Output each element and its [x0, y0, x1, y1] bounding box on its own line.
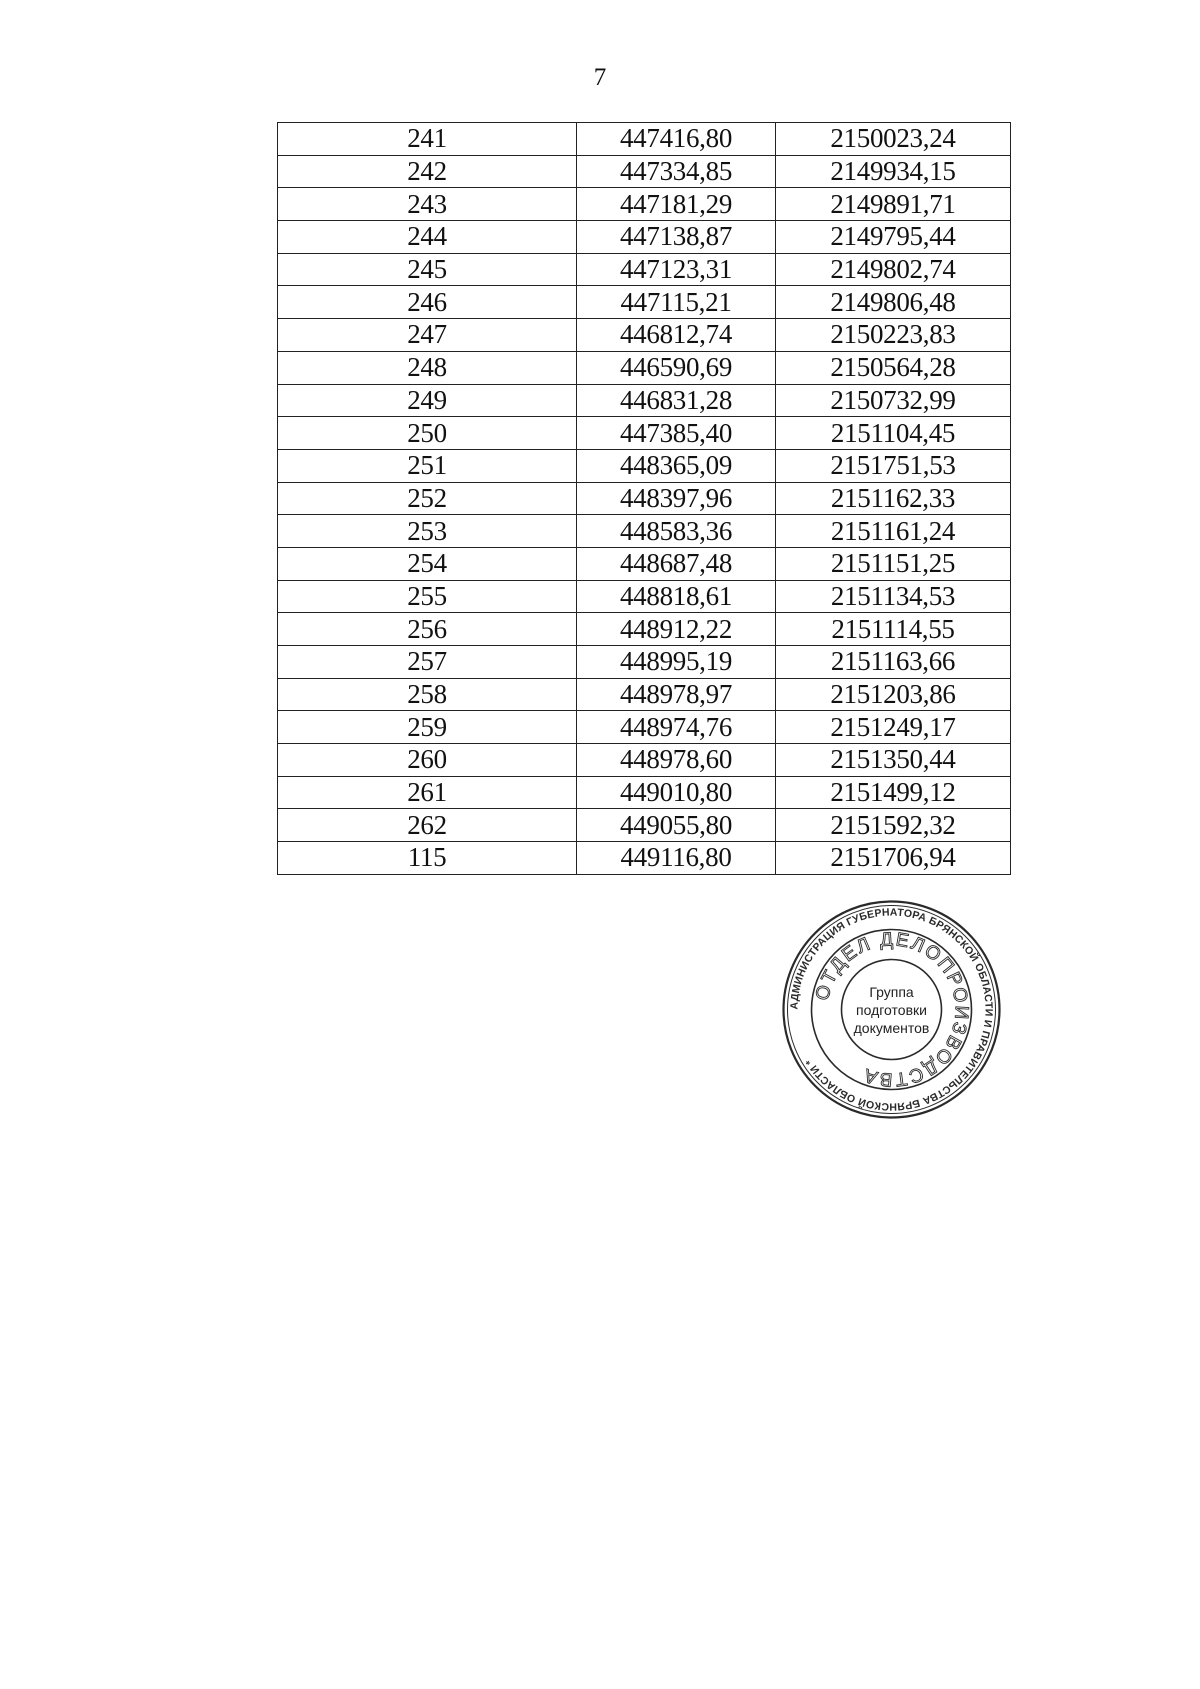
table-row: [278, 188, 1011, 221]
table-row: [278, 515, 1011, 548]
y-coordinate-cell: 2151350,44: [776, 744, 1011, 777]
x-coordinate-cell: 446590,69: [577, 351, 776, 384]
x-coordinate-cell: 446812,74: [577, 319, 776, 352]
stamp-center-line-3: документов: [853, 1020, 930, 1036]
y-coordinate-cell: 2151163,66: [776, 646, 1011, 679]
y-coordinate-cell: 2149806,48: [776, 286, 1011, 319]
point-number-cell: 251: [278, 449, 577, 482]
x-coordinate-cell: 448974,76: [577, 711, 776, 744]
x-coordinate-cell: 448365,09: [577, 449, 776, 482]
x-coordinate-cell: 447334,85: [577, 155, 776, 188]
point-number-cell: 244: [278, 221, 577, 254]
department-stamp: [781, 899, 1002, 1120]
page-number: 7: [593, 64, 607, 91]
y-coordinate-cell: 2151104,45: [776, 417, 1011, 450]
y-coordinate-cell: 2150023,24: [776, 123, 1011, 156]
table-row: [278, 809, 1011, 842]
table-row: [278, 547, 1011, 580]
table-row: [278, 482, 1011, 515]
table-row: [278, 123, 1011, 156]
x-coordinate-cell: 447138,87: [577, 221, 776, 254]
x-coordinate-cell: 446831,28: [577, 384, 776, 417]
point-number-cell: 241: [278, 123, 577, 156]
y-coordinate-cell: 2151134,53: [776, 580, 1011, 613]
point-number-cell: 243: [278, 188, 577, 221]
point-number-cell: 115: [278, 842, 577, 875]
point-number-cell: 253: [278, 515, 577, 548]
stamp-outer-text: АДМИНИСТРАЦИЯ ГУБЕРНАТОРА БРЯНСКОЙ ОБЛАСТИ И ПРАВИТЕЛЬСТВА БРЯНСКОЙ ОБЛАСТИ *: [788, 906, 995, 1113]
table-row: [278, 646, 1011, 679]
point-number-cell: 261: [278, 776, 577, 809]
y-coordinate-cell: 2150223,83: [776, 319, 1011, 352]
stamp-center-line-2: подготовки: [856, 1002, 927, 1018]
table-row: [278, 776, 1011, 809]
y-coordinate-cell: 2149891,71: [776, 188, 1011, 221]
table-row: [278, 842, 1011, 875]
x-coordinate-cell: 447181,29: [577, 188, 776, 221]
x-coordinate-cell: 448978,97: [577, 678, 776, 711]
y-coordinate-cell: 2151151,25: [776, 547, 1011, 580]
point-number-cell: 247: [278, 319, 577, 352]
table-row: [278, 613, 1011, 646]
x-coordinate-cell: 447115,21: [577, 286, 776, 319]
point-number-cell: 250: [278, 417, 577, 450]
table-row: [278, 449, 1011, 482]
point-number-cell: 260: [278, 744, 577, 777]
point-number-cell: 246: [278, 286, 577, 319]
y-coordinate-cell: 2149934,15: [776, 155, 1011, 188]
point-number-cell: 255: [278, 580, 577, 613]
y-coordinate-cell: 2151161,24: [776, 515, 1011, 548]
point-number-cell: 257: [278, 646, 577, 679]
y-coordinate-cell: 2151499,12: [776, 776, 1011, 809]
x-coordinate-cell: 448978,60: [577, 744, 776, 777]
table-row: [278, 319, 1011, 352]
y-coordinate-cell: 2150732,99: [776, 384, 1011, 417]
stamp-middle-text: ОТДЕЛ ДЕЛОПРОИЗВОДСТВА: [811, 929, 972, 1090]
coordinates-table-body: [278, 123, 1011, 875]
y-coordinate-cell: 2150564,28: [776, 351, 1011, 384]
y-coordinate-cell: 2149802,74: [776, 253, 1011, 286]
point-number-cell: 259: [278, 711, 577, 744]
x-coordinate-cell: 448995,19: [577, 646, 776, 679]
y-coordinate-cell: 2151203,86: [776, 678, 1011, 711]
y-coordinate-cell: 2151706,94: [776, 842, 1011, 875]
stamp-center-text: [781, 983, 1002, 1037]
point-number-cell: 258: [278, 678, 577, 711]
table-row: [278, 744, 1011, 777]
table-row: [278, 155, 1011, 188]
point-number-cell: 248: [278, 351, 577, 384]
table-row: [278, 417, 1011, 450]
x-coordinate-cell: 447385,40: [577, 417, 776, 450]
coordinates-table: [277, 122, 1011, 875]
y-coordinate-cell: 2151162,33: [776, 482, 1011, 515]
x-coordinate-cell: 448583,36: [577, 515, 776, 548]
table-row: [278, 384, 1011, 417]
table-row: [278, 580, 1011, 613]
y-coordinate-cell: 2151114,55: [776, 613, 1011, 646]
point-number-cell: 254: [278, 547, 577, 580]
point-number-cell: 249: [278, 384, 577, 417]
x-coordinate-cell: 448687,48: [577, 547, 776, 580]
x-coordinate-cell: 448912,22: [577, 613, 776, 646]
point-number-cell: 256: [278, 613, 577, 646]
point-number-cell: 242: [278, 155, 577, 188]
table-row: [278, 711, 1011, 744]
table-row: [278, 351, 1011, 384]
table-row: [278, 221, 1011, 254]
point-number-cell: 262: [278, 809, 577, 842]
table-row: [278, 286, 1011, 319]
x-coordinate-cell: 449116,80: [577, 842, 776, 875]
x-coordinate-cell: 449055,80: [577, 809, 776, 842]
point-number-cell: 245: [278, 253, 577, 286]
y-coordinate-cell: 2151751,53: [776, 449, 1011, 482]
x-coordinate-cell: 447416,80: [577, 123, 776, 156]
table-row: [278, 253, 1011, 286]
x-coordinate-cell: 448818,61: [577, 580, 776, 613]
y-coordinate-cell: 2149795,44: [776, 221, 1011, 254]
y-coordinate-cell: 2151592,32: [776, 809, 1011, 842]
x-coordinate-cell: 447123,31: [577, 253, 776, 286]
stamp-center-line-1: Группа: [869, 984, 914, 1000]
x-coordinate-cell: 449010,80: [577, 776, 776, 809]
x-coordinate-cell: 448397,96: [577, 482, 776, 515]
y-coordinate-cell: 2151249,17: [776, 711, 1011, 744]
table-row: [278, 678, 1011, 711]
point-number-cell: 252: [278, 482, 577, 515]
